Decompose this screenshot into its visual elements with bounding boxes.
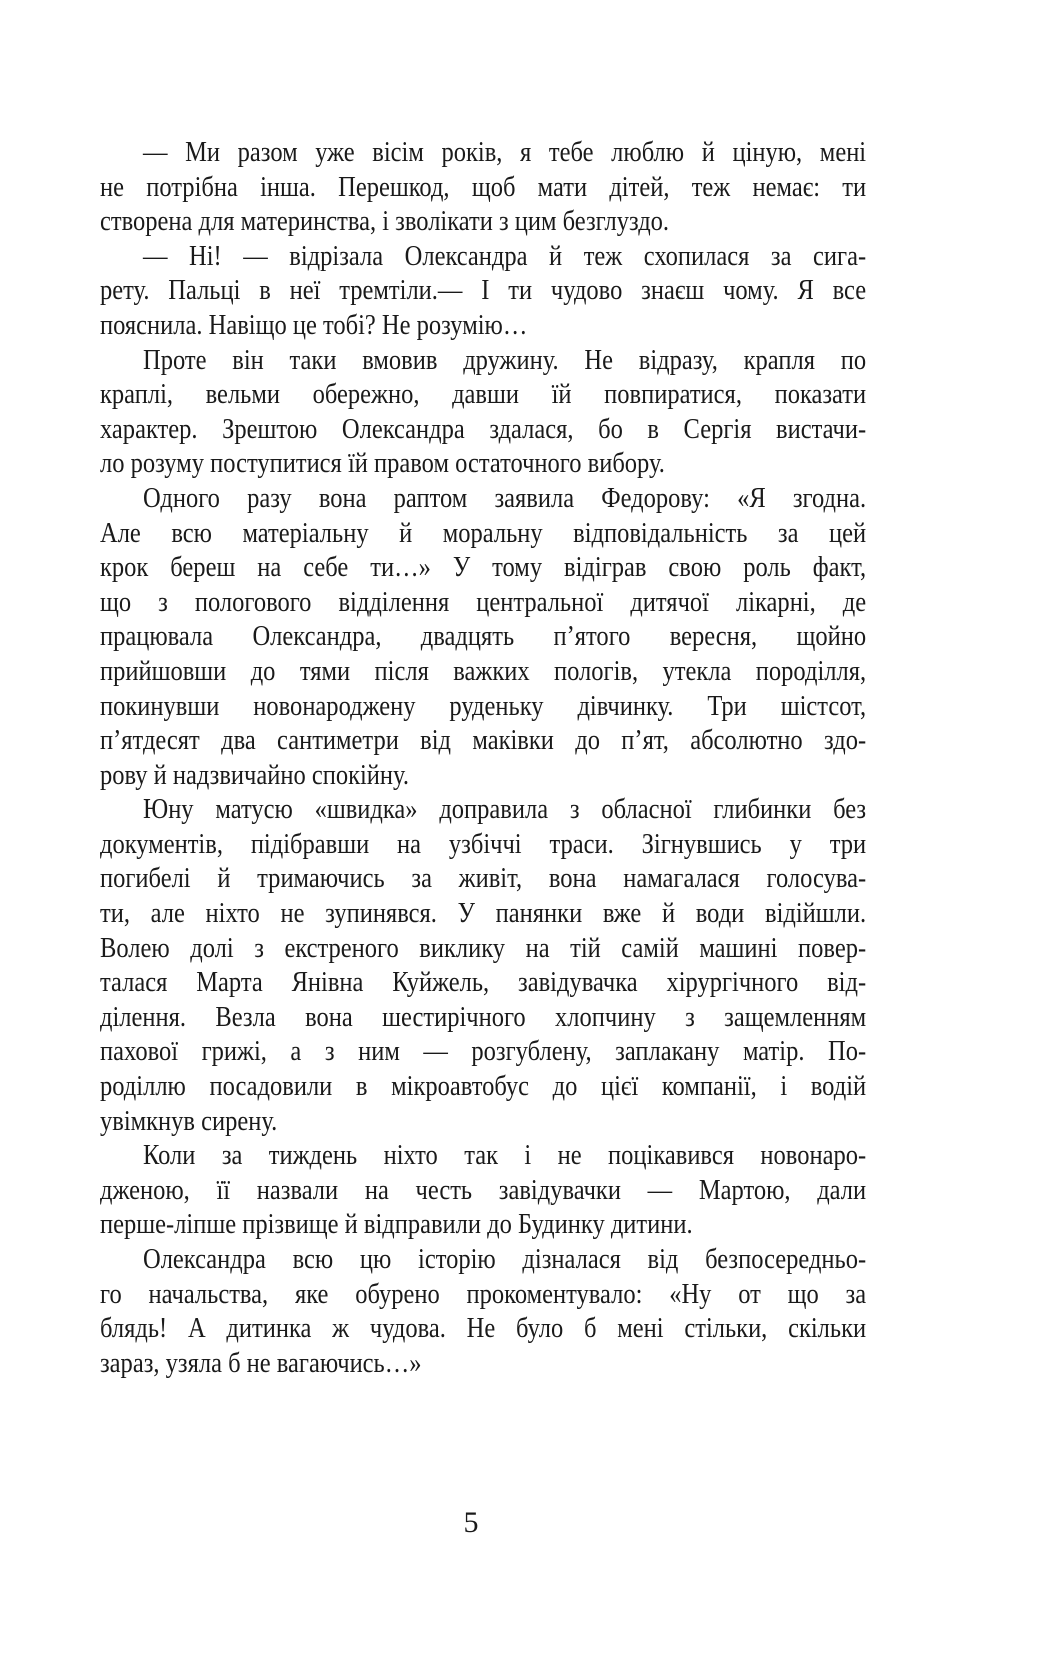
text-line: пояснила. Навіщо це тобі? Не розумію… — [100, 309, 528, 341]
text-line: талася Марта Янівна Куйжель, завідувачка хірургічного від- — [100, 967, 867, 999]
text-line: пахової грижі, а з ним — розгублену, заплакану матір. По- — [100, 1036, 867, 1068]
paragraph — [100, 136, 866, 240]
text-line: блядь! А дитинка ж чудова. Не було б мені стільки, скільки — [100, 1313, 867, 1345]
text-line: що з пологового відділення центральної дитячої лікарні, де — [100, 586, 867, 618]
text-line: документів, підібравши на узбіччі траси. Зігнувшись у три — [100, 828, 867, 860]
paragraph — [100, 344, 866, 482]
text-line: увімкнув сирену. — [100, 1105, 278, 1137]
text-line: п’ятдесят два сантиметри від маківки до п’ят, абсолютно здо- — [100, 725, 867, 757]
text-line: Коли за тиждень ніхто так і не поцікавився новонаро- — [143, 1140, 867, 1172]
text-line: покинувши новонароджену руденьку дівчинку. Три шістсот, — [100, 690, 867, 722]
text-line: го начальства, яке обурено прокоментувало: «Ну от що за — [100, 1278, 867, 1310]
text-line: ло розуму поступитися їй правом остаточного вибору. — [100, 448, 665, 480]
text-line: краплі, вельми обережно, давши їй повпиратися, показати — [100, 379, 867, 411]
text-line: Проте він таки вмовив дружину. Не відразу, крапля по — [143, 344, 867, 376]
text-line: дженою, її назвали на честь завідувачки — Мартою, дали — [100, 1174, 867, 1206]
body-text — [100, 136, 866, 1381]
paragraph — [100, 793, 866, 1139]
text-line: працювала Олександра, двадцять п’ятого вересня, щойно — [100, 621, 867, 653]
text-line: рову й надзвичайно спокійну. — [100, 759, 409, 791]
text-line: Але всю матеріальну й моральну відповідальність за цей — [100, 517, 867, 549]
text-line: характер. Зрештою Олександра здалася, бо в Сергія вистачи- — [100, 413, 867, 445]
text-line: зараз, узяла б не вагаючись…» — [100, 1347, 422, 1379]
text-line: ділення. Везла вона шестирічного хлопчину з защемленням — [100, 1001, 867, 1033]
text-line: роділлю посадовили в мікроавтобус до цієї компанії, і водій — [100, 1071, 867, 1103]
text-line: Юну матусю «швидка» доправила з обласної глибинки без — [143, 794, 867, 826]
page-number: 5 — [463, 1506, 479, 1539]
text-line: — Ми разом уже вісім років, я тебе люблю й ціную, мені — [143, 137, 867, 168]
text-line: створена для материнства, і зволікати з цим безглуздо. — [100, 206, 670, 238]
text-line: — Ні! — відрізала Олександра й теж схопилася за сига- — [143, 240, 867, 272]
paragraph — [100, 240, 866, 344]
paragraph — [100, 1243, 866, 1381]
text-line: перше-ліпше прізвище й відправили до Будинку дитини. — [100, 1209, 693, 1241]
text-line: Одного разу вона раптом заявила Федорову: «Я згодна. — [143, 482, 867, 514]
text-line: рету. Пальці в неї тремтіли.— І ти чудово знаєш чому. Я все — [100, 275, 867, 307]
text-line: не потрібна інша. Перешкод, щоб мати дітей, теж немає: ти — [100, 171, 867, 203]
text-line: погибелі й тримаючись за живіт, вона намагалася голосува- — [100, 863, 867, 895]
paragraph — [100, 1139, 866, 1243]
text-line: Олександра всю цю історію дізналася від безпосередньо- — [143, 1244, 867, 1275]
text-line: ти, але ніхто не зупинявся. У панянки вже й води відійшли. — [100, 898, 867, 930]
paragraph — [100, 482, 866, 793]
text-line: Волею долі з екстреного виклику на тій самій машині повер- — [100, 932, 867, 964]
text-line: прийшовши до тями після важких пологів, утекла породілля, — [100, 655, 867, 687]
text-line: крок береш на себе ти…» У тому відіграв свою роль факт, — [100, 552, 867, 584]
